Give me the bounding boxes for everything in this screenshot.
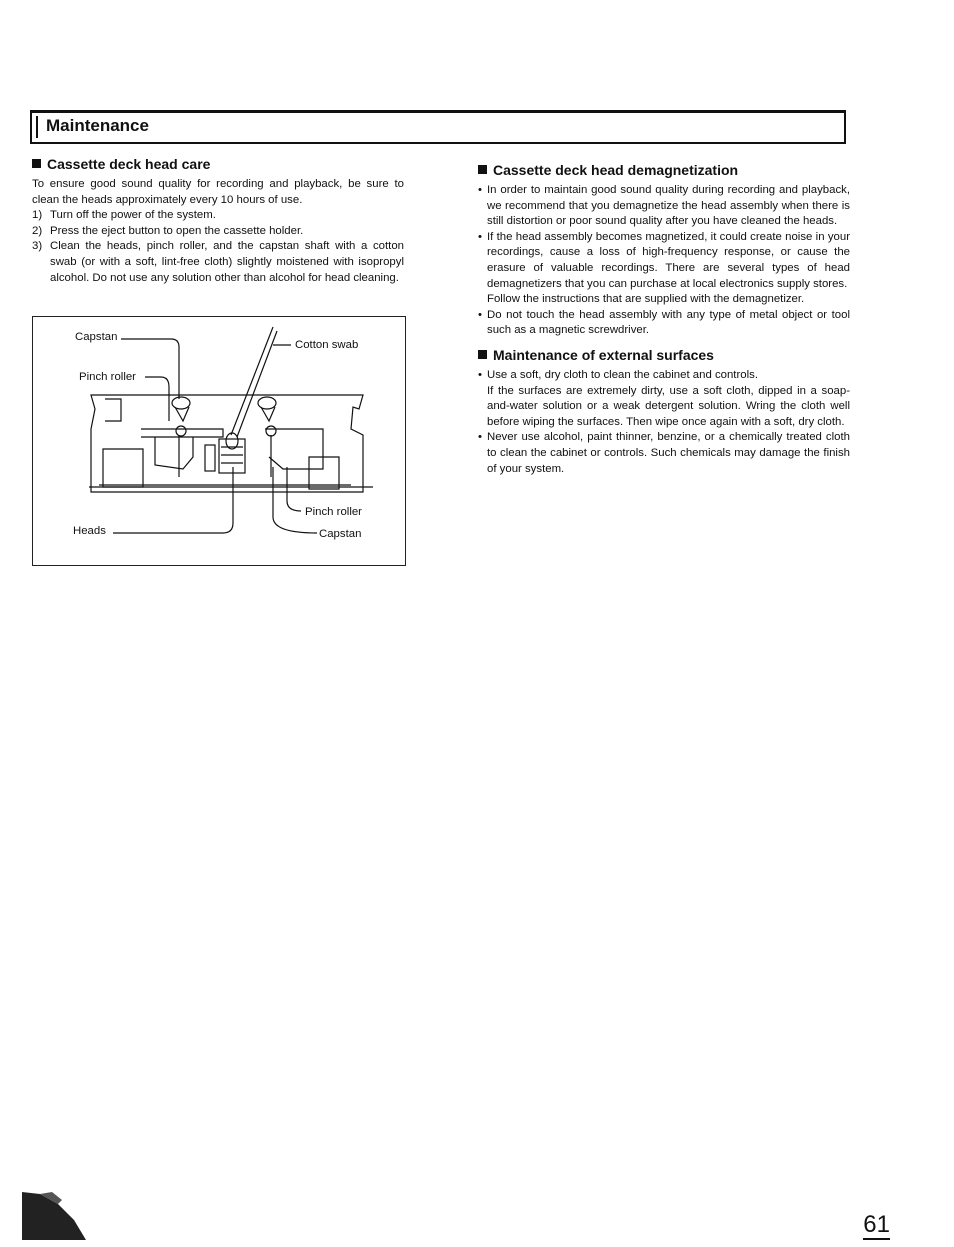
capstan-label: Capstan xyxy=(75,331,118,343)
list-item: • Do not touch the head assembly with any type of metal object or tool such as a magnetic screwdriver. xyxy=(478,308,850,337)
page-number: 61 xyxy=(863,1211,890,1238)
intro-paragraph: To ensure good sound quality for recording and playback, be sure to clean the heads approximately every 10 hours of use. xyxy=(32,178,404,206)
follow-instructions-text: Follow the instructions that are supplied with the demagnetizer. xyxy=(487,293,805,306)
list-item: • Never use alcohol, paint thinner, benzine, or a chemically treated cloth to clean the cabinet or controls. Such chemicals may damage the finish of your system. xyxy=(478,431,850,475)
square-bullet-icon xyxy=(478,350,487,359)
demagnetization-heading: Cassette deck head demagnetization xyxy=(478,162,850,179)
bullet-icon: • xyxy=(478,368,482,381)
list-item: 3) Clean the heads, pinch roller, and the capstan shaft with a cotton swab (or with a soft, lint-free cloth) slightly moistened with isopropyl alcohol. Do not use any solution other than alcohol for head cleaning. xyxy=(32,240,404,284)
right-column xyxy=(478,162,850,477)
bullet-icon: • xyxy=(478,184,482,196)
left-column xyxy=(32,156,404,286)
list-item: • Use a soft, dry cloth to clean the cabinet and controls. xyxy=(478,368,850,384)
list-item: • In order to maintain good sound quality during recording and playback, we recommend that you demagnetize the head assembly when there is still distortion or poor sound quality after you have cleaned the heads. xyxy=(478,184,850,228)
page-edge-thumb-mark xyxy=(18,1190,88,1242)
list-item: • If the head assembly becomes magnetized, it could create noise in your recordings, cause a loss of high-frequency response, or cause the erasure of valuable recordings. There are several types of head demagnetizers that you can purchase at local electronics supply stores. xyxy=(478,230,850,290)
pinch-roller-label: Pinch roller xyxy=(305,506,362,518)
square-bullet-icon xyxy=(478,165,487,174)
dirty-surfaces-text: If the surfaces are extremely dirty, use a soft cloth, dipped in a soap-and-water solution or a weak detergent solution. Wring the cloth well before wiping the surfaces. Then wipe once again with a soft, dry cloth. xyxy=(487,384,850,428)
bullet-icon: • xyxy=(478,431,482,444)
cotton-swab-label: Cotton swab xyxy=(295,339,359,351)
header-left-bar xyxy=(36,116,38,138)
cassette-head-care-heading: Cassette deck head care xyxy=(32,156,404,173)
pinch-roller-label: Pinch roller xyxy=(79,371,136,383)
cassette-deck-diagram xyxy=(32,316,406,566)
bullet-icon: • xyxy=(478,230,482,243)
heads-label: Heads xyxy=(73,525,106,537)
section-header xyxy=(30,110,846,144)
square-bullet-icon xyxy=(32,159,41,168)
external-surfaces-heading: Maintenance of external surfaces xyxy=(478,347,850,364)
capstan-label: Capstan xyxy=(319,528,362,540)
list-item: 1) Turn off the power of the system. xyxy=(32,209,216,222)
bullet-icon: • xyxy=(478,308,482,321)
steps-list xyxy=(32,208,404,286)
list-item: 2) Press the eject button to open the cassette holder. xyxy=(32,224,304,237)
section-title: Maintenance xyxy=(46,116,149,135)
